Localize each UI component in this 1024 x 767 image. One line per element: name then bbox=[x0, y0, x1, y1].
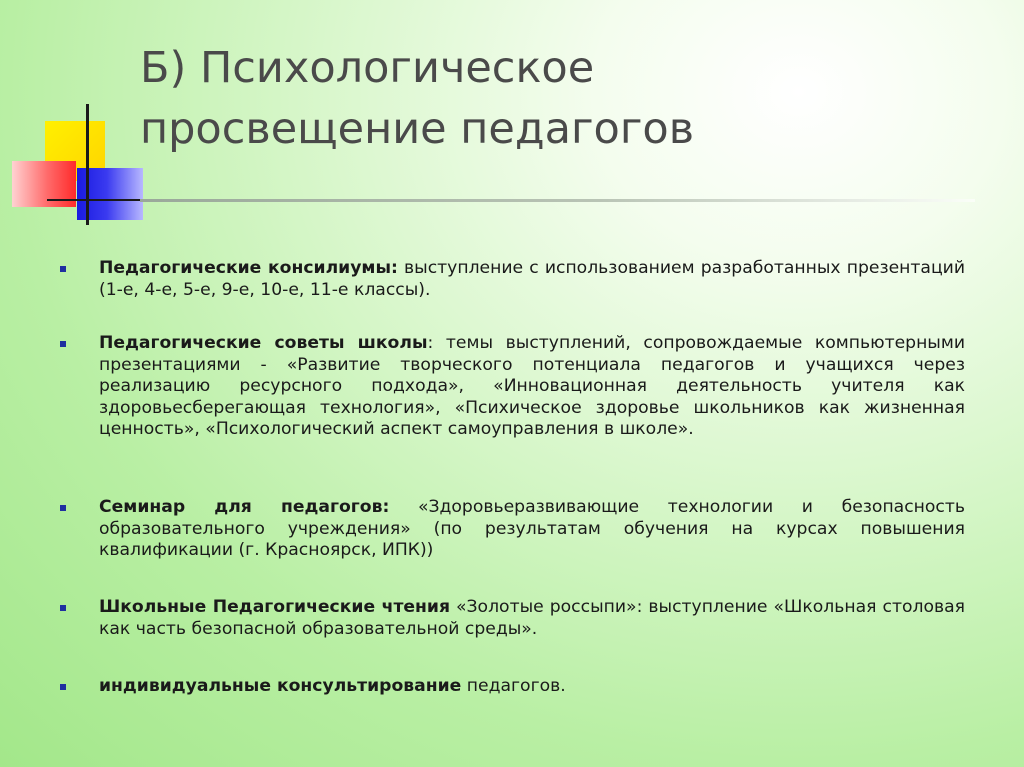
bullet-square-icon bbox=[60, 341, 66, 347]
item-label: индивидуальные консультирование bbox=[99, 676, 462, 696]
bullet-square-icon bbox=[60, 605, 66, 611]
item-body: выступление с использованием разработанных презентаций (1-е, 4-е, 5-е, 9-е, 10-е, 11-е классы). bbox=[99, 258, 965, 300]
title-line-2: просвещение педагогов bbox=[140, 104, 695, 154]
item-body: «Здоровьеразвивающие технологии и безопасность образовательного учреждения» (по результатам обучения на курсах повышения квалификации (г. Красноярск, ИПК)) bbox=[99, 497, 966, 560]
slide-title bbox=[140, 38, 1000, 160]
bullet-square-icon bbox=[60, 266, 66, 272]
item-label: Семинар для педагогов: bbox=[99, 497, 390, 517]
title-divider bbox=[140, 199, 975, 202]
bullet-square-icon bbox=[60, 684, 66, 690]
item-body: «Золотые россыпи»: выступление «Школьная столовая как часть безопасной образовательной среды». bbox=[99, 597, 965, 639]
list-item bbox=[60, 676, 965, 698]
item-text bbox=[99, 258, 965, 301]
title-line-1: Б) Психологическое bbox=[140, 43, 595, 93]
item-label: Педагогические советы школы bbox=[99, 333, 428, 353]
item-text bbox=[99, 333, 965, 441]
item-body: педагогов. bbox=[461, 676, 566, 696]
vertical-line bbox=[86, 104, 89, 225]
item-text bbox=[99, 676, 965, 698]
list-item bbox=[60, 497, 965, 562]
list-item bbox=[60, 258, 965, 301]
decorative-squares-logo bbox=[0, 0, 160, 240]
item-body: : темы выступлений, сопровождаемые компьютерными презентациями - «Развитие творческого потенциала педагогов и учащихся через реализацию ресурсного подхода», «Инновационная деятельность учителя как здоровьесберегающая технология», «Психическое здоровье школьников как жизненная ценность», «Психологический аспект самоуправления в школе». bbox=[99, 333, 966, 439]
item-label: Школьные Педагогические чтения bbox=[99, 597, 451, 617]
item-text bbox=[99, 597, 965, 640]
item-label: Педагогические консилиумы: bbox=[99, 258, 398, 278]
bullet-square-icon bbox=[60, 505, 66, 511]
horizontal-line bbox=[47, 199, 143, 201]
list-item bbox=[60, 333, 965, 441]
list-item bbox=[60, 597, 965, 640]
item-text bbox=[99, 497, 965, 562]
